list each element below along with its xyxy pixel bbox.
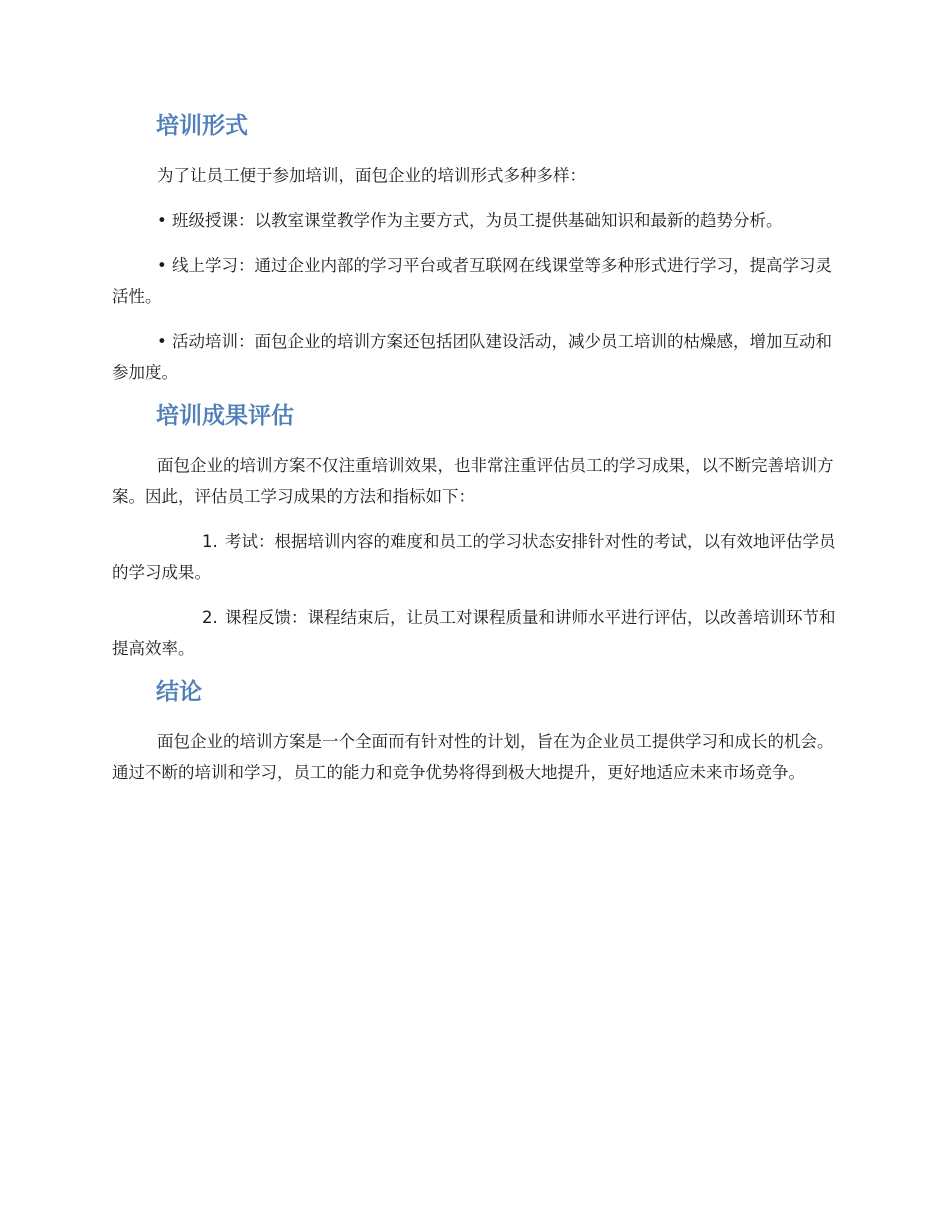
item-text: 课程反馈：课程结束后，让员工对课程质量和讲师水平进行评估，以改善培训环节和提高效率。: [112, 608, 836, 658]
item-text: 考试：根据培训内容的难度和员工的学习状态安排针对性的考试，以有效地评估学员的学习成果。: [112, 532, 836, 582]
numbered-item-feedback: [112, 602, 840, 664]
item-number: 2.: [202, 608, 218, 627]
numbered-item-exam: [112, 526, 840, 588]
section-heading-evaluation: 培训成果评估: [156, 403, 294, 429]
section-heading-training-format: 培训形式: [156, 113, 248, 139]
bullet-item-online: • 线上学习：通过企业内部的学习平台或者互联网在线课堂等多种形式进行学习，提高学习灵活性。: [112, 256, 832, 306]
item-number: 1.: [202, 532, 218, 551]
evaluation-intro: 面包企业的培训方案不仅注重培训效果，也非常注重评估员工的学习成果，以不断完善培训方案。因此，评估员工学习成果的方法和指标如下：: [112, 456, 834, 506]
training-format-intro: 为了让员工便于参加培训，面包企业的培训形式多种多样：: [157, 166, 586, 185]
section-heading-conclusion: 结论: [156, 679, 202, 705]
bullet-item-activity: • 活动培训：面包企业的培训方案还包括团队建设活动，减少员工培训的枯燥感，增加互动和参加度。: [112, 332, 832, 382]
conclusion-body: 面包企业的培训方案是一个全面而有针对性的计划，旨在为企业员工提供学习和成长的机会。通过不断的培训和学习，员工的能力和竞争优势将得到极大地提升，更好地适应未来市场竞争。: [112, 732, 834, 782]
bullet-item-classroom: • 班级授课：以教室课堂教学作为主要方式，为员工提供基础知识和最新的趋势分析。: [157, 211, 783, 230]
